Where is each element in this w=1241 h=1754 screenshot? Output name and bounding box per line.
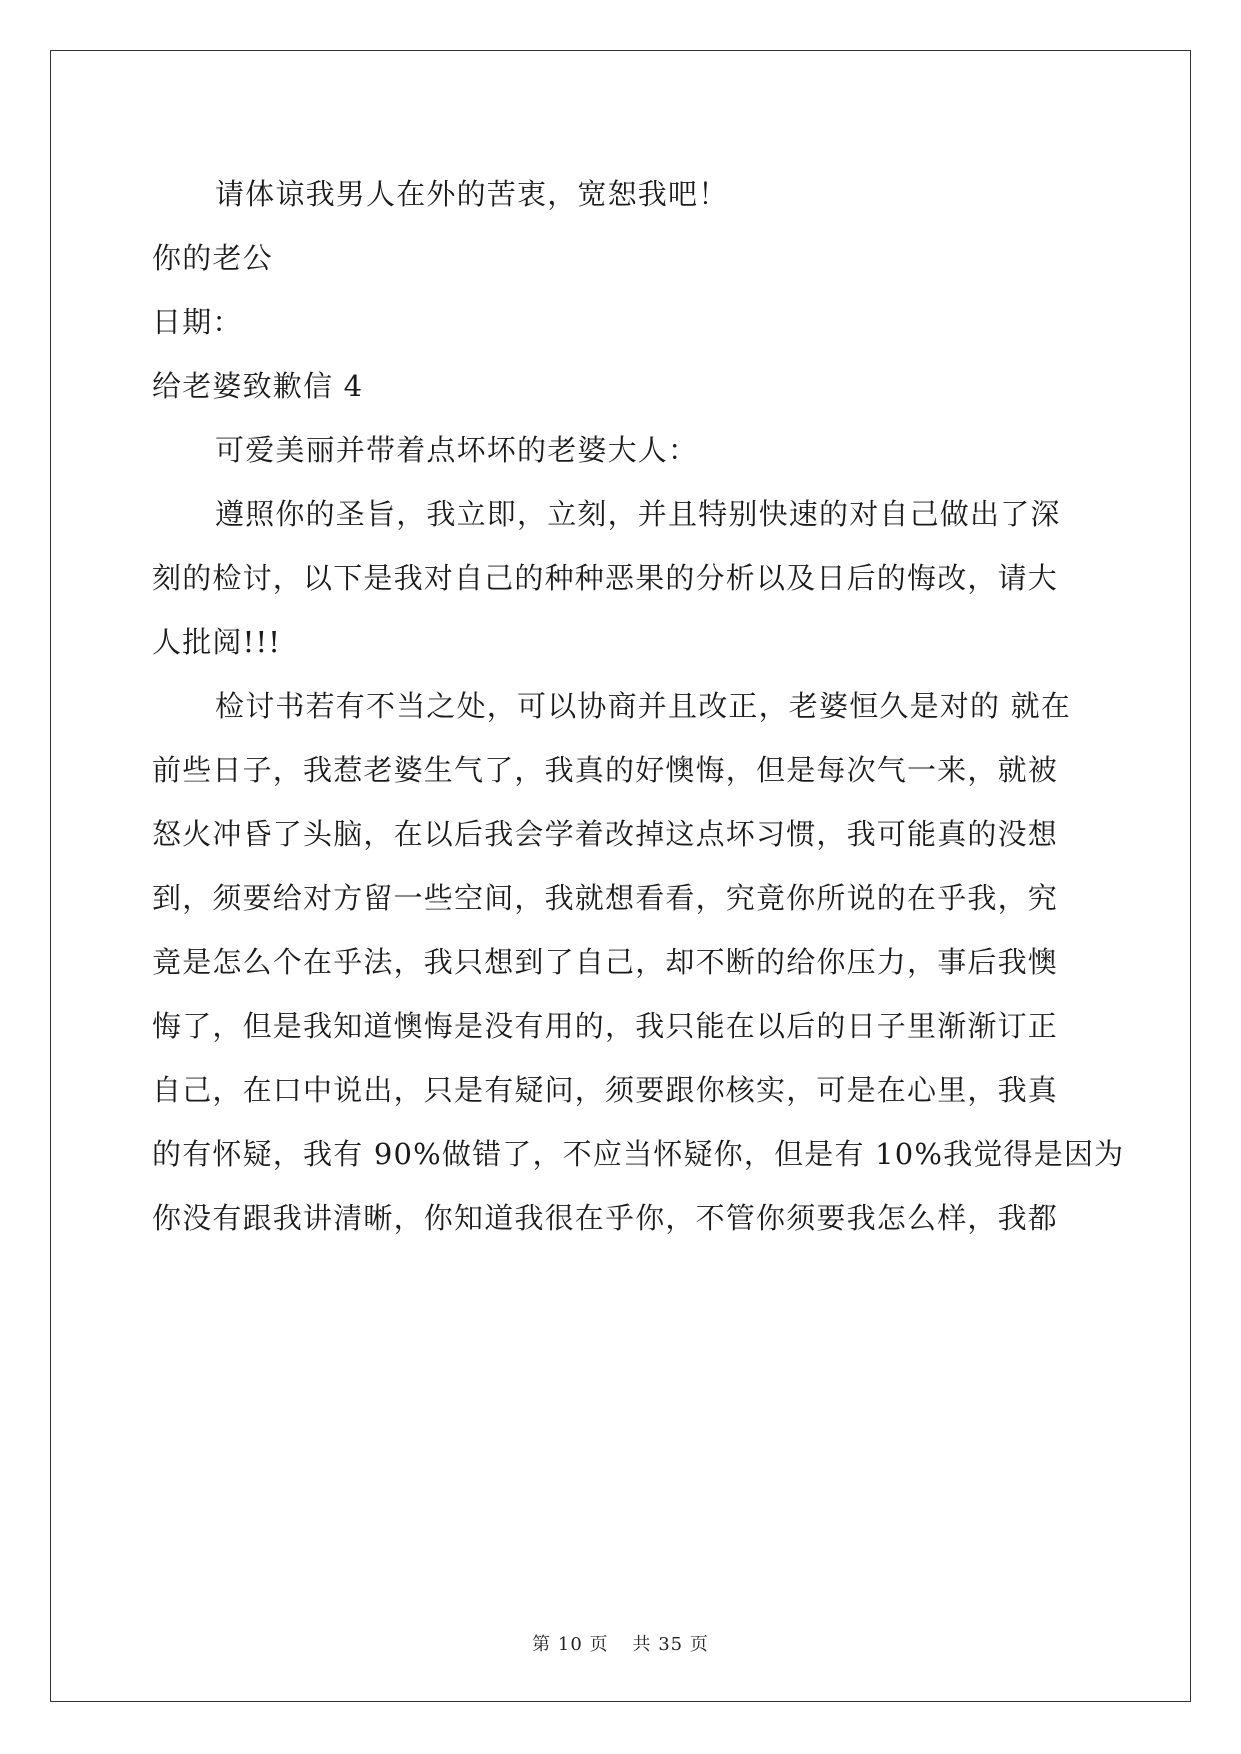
section-title: 给老婆致歉信 4 <box>152 369 364 403</box>
page-footer <box>0 1630 1241 1656</box>
paragraph-line: 你没有跟我讲清晰，你知道我很在乎你，不管你须要我怎么样，我都 <box>152 1201 1059 1235</box>
date-line: 日期： <box>152 305 243 339</box>
paragraph-line: 的有怀疑，我有 90%做错了，不应当怀疑你，但是有 10%我觉得是因为 <box>152 1137 1125 1171</box>
paragraph-line: 自己，在口中说出，只是有疑问，须要跟你核实，可是在心里，我真 <box>152 1073 1059 1107</box>
page-number: 第 10 页 <box>532 1634 609 1655</box>
paragraph-line: 竟是怎么个在乎法，我只想到了自己，却不断的给你压力，事后我懊 <box>152 945 1059 979</box>
paragraph-line: 遵照你的圣旨，我立即，立刻，并且特别快速的对自己做出了深 <box>215 497 1061 531</box>
paragraph-line: 刻的检讨，以下是我对自己的种种恶果的分析以及日后的悔改，请大 <box>152 561 1059 595</box>
page-total: 共 35 页 <box>632 1634 709 1655</box>
paragraph-line: 悔了，但是我知道懊悔是没有用的，我只能在以后的日子里渐渐订正 <box>152 1009 1059 1043</box>
paragraph-line: 检讨书若有不当之处，可以协商并且改正，老婆恒久是对的 就在 <box>215 689 1072 723</box>
paragraph-line: 请体谅我男人在外的苦衷，宽恕我吧！ <box>215 177 729 211</box>
signature-line: 你的老公 <box>152 241 273 275</box>
paragraph-line: 前些日子，我惹老婆生气了，我真的好懊悔，但是每次气一来，就被 <box>152 753 1059 787</box>
paragraph-line: 人批阅!!! <box>152 625 282 659</box>
paragraph-line: 怒火冲昏了头脑，在以后我会学着改掉这点坏习惯，我可能真的没想 <box>152 817 1059 851</box>
salutation-line: 可爱美丽并带着点坏坏的老婆大人： <box>215 433 699 467</box>
paragraph-line: 到，须要给对方留一些空间，我就想看看，究竟你所说的在乎我，究 <box>152 881 1059 915</box>
document-body <box>152 162 1125 1250</box>
